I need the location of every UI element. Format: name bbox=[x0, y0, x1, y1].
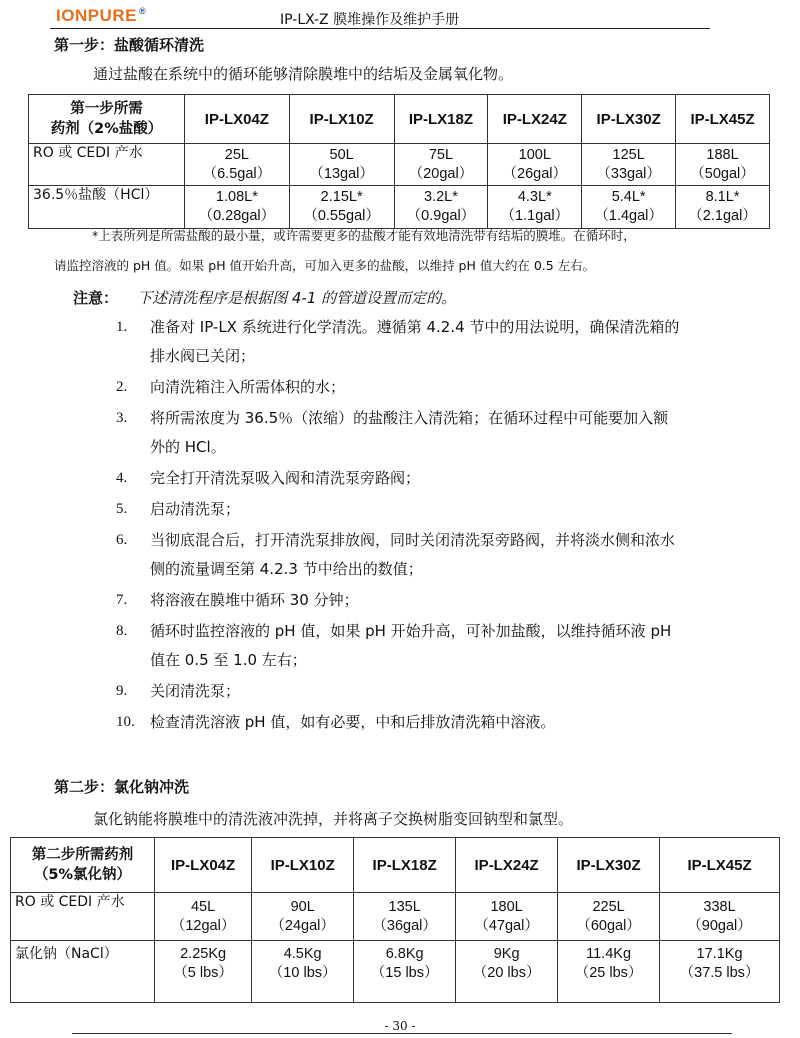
model-header: IP-LX10Z bbox=[252, 838, 354, 893]
row-label: RO 或 CEDI 产水 bbox=[11, 893, 155, 941]
model-header: IP-LX30Z bbox=[558, 838, 660, 893]
list-item bbox=[116, 708, 756, 737]
cell-value: 180L bbox=[490, 898, 523, 915]
cell-value: 100L bbox=[518, 146, 551, 163]
step-text: 值在 0.5 至 1.0 左右； bbox=[150, 651, 307, 669]
model-header: IP-LX45Z bbox=[660, 838, 780, 893]
table-corner-header bbox=[29, 95, 185, 144]
model-header: IP-LX45Z bbox=[676, 95, 770, 144]
cell-unit: （15 lbs） bbox=[370, 965, 439, 981]
footer-divider bbox=[72, 1033, 732, 1034]
model-header: IP-LX04Z bbox=[155, 838, 252, 893]
header-divider bbox=[50, 28, 710, 29]
list-item bbox=[116, 617, 756, 675]
model-header: IP-LX30Z bbox=[582, 95, 676, 144]
table-cell bbox=[660, 941, 780, 1003]
step-number: 9. bbox=[116, 683, 128, 699]
cell-unit: （60gal） bbox=[576, 917, 641, 934]
step-text: 启动清洗泵； bbox=[150, 500, 241, 518]
footnote-line: 请监控溶液的 pH 值。如果 pH 值开始升高，可加入更多的盐酸，以维持 pH 值大约在 0.5 左右。 bbox=[54, 258, 596, 273]
list-item bbox=[116, 404, 756, 462]
cell-value: 17.1Kg bbox=[696, 946, 743, 962]
step-text: 排水阀已关闭； bbox=[150, 347, 256, 365]
corner-line: 第一步所需 bbox=[70, 101, 143, 117]
cell-unit: （0.28gal） bbox=[198, 208, 276, 224]
list-item bbox=[116, 495, 756, 524]
step2-title: 第二步：氯化钠冲洗 bbox=[54, 778, 190, 796]
registered-mark: ® bbox=[138, 6, 147, 17]
attention-note bbox=[73, 287, 456, 308]
step1-title: 第一步：盐酸循环清洗 bbox=[54, 36, 205, 54]
cell-value: 4.3L* bbox=[517, 189, 552, 205]
table-cell bbox=[676, 144, 770, 186]
cell-unit: （36gal） bbox=[372, 917, 437, 934]
model-header: IP-LX18Z bbox=[394, 95, 488, 144]
table-row bbox=[11, 893, 780, 941]
cell-unit: （0.55gal） bbox=[303, 208, 380, 224]
table-cell bbox=[354, 893, 456, 941]
row-label: RO 或 CEDI 产水 bbox=[29, 144, 185, 186]
brand-name: IONPURE bbox=[56, 6, 137, 25]
cell-value: 45L bbox=[190, 898, 216, 915]
corner-line: （5%氯化钠） bbox=[33, 867, 132, 883]
step1-intro: 通过盐酸在系统中的循环能够清除膜堆中的结垢及金属氧化物。 bbox=[93, 65, 514, 83]
step-text: 关闭清洗泵； bbox=[150, 682, 241, 700]
ionpure-logo bbox=[56, 6, 146, 26]
procedure-list bbox=[116, 313, 756, 739]
cell-unit: （2.1gal） bbox=[688, 208, 757, 224]
table-header-row bbox=[11, 838, 780, 893]
table-cell bbox=[354, 941, 456, 1003]
cell-value: 2.15L* bbox=[320, 189, 363, 205]
list-item bbox=[116, 373, 756, 402]
step-text: 向清洗箱注入所需体积的水； bbox=[150, 378, 346, 396]
table-cell bbox=[558, 893, 660, 941]
step-text: 将所需浓度为 36.5％（浓缩）的盐酸注入清洗箱；在循环过程中可能要加入额 bbox=[150, 409, 669, 427]
table-header-row bbox=[29, 95, 770, 144]
table-cell bbox=[252, 941, 354, 1003]
table-cell bbox=[456, 893, 558, 941]
cell-unit: （0.9gal） bbox=[406, 208, 476, 224]
table-row bbox=[29, 186, 770, 229]
cell-unit: （20gal） bbox=[408, 165, 474, 182]
step-number: 4. bbox=[116, 470, 128, 486]
cell-value: 1.08L* bbox=[215, 189, 258, 205]
step-text: 准备对 IP-LX 系统进行化学清洗。遵循第 4.2.4 节中的用法说明，确保清洗箱的 bbox=[150, 318, 680, 336]
step1-table bbox=[28, 94, 770, 229]
cell-value: 11.4Kg bbox=[586, 946, 632, 962]
cell-unit: （26gal） bbox=[502, 165, 568, 182]
step-text: 检查清洗溶液 pH 值，如有必要，中和后排放清洗箱中溶液。 bbox=[150, 713, 556, 731]
cell-value: 188L bbox=[706, 146, 739, 163]
step-number: 7. bbox=[116, 592, 128, 608]
cell-value: 90L bbox=[290, 898, 315, 915]
step-number: 3. bbox=[116, 410, 128, 426]
model-header: IP-LX10Z bbox=[289, 95, 394, 144]
cell-unit: （47gal） bbox=[474, 917, 539, 934]
cell-unit: （20 lbs） bbox=[472, 965, 541, 981]
table-row bbox=[29, 144, 770, 186]
cell-unit: （37.5 lbs） bbox=[679, 965, 760, 981]
cell-value: 6.8Kg bbox=[385, 946, 424, 962]
list-item bbox=[116, 464, 756, 493]
table-cell bbox=[289, 186, 394, 229]
list-item bbox=[116, 526, 756, 584]
corner-line: 药剂（2%盐酸） bbox=[50, 121, 163, 137]
model-header: IP-LX04Z bbox=[185, 95, 290, 144]
cell-unit: （1.4gal） bbox=[594, 208, 663, 224]
table-corner-header bbox=[11, 838, 155, 893]
list-item bbox=[116, 586, 756, 615]
model-header: IP-LX24Z bbox=[488, 95, 582, 144]
step-number: 2. bbox=[116, 379, 128, 395]
step-text: 侧的流量调至第 4.2.3 节中给出的数值； bbox=[150, 560, 423, 578]
cell-value: 125L bbox=[612, 146, 645, 163]
table-cell bbox=[252, 893, 354, 941]
step2-intro: 氯化钠能将膜堆中的清洗液冲洗掉，并将离子交换树脂变回钠型和氯型。 bbox=[93, 810, 574, 828]
table-cell bbox=[676, 186, 770, 229]
cell-value: 2.25Kg bbox=[180, 946, 227, 962]
table-row bbox=[11, 941, 780, 1003]
cell-unit: （13gal） bbox=[309, 165, 374, 182]
cell-value: 75L bbox=[428, 146, 454, 163]
step-text: 当彻底混合后，打开清洗泵排放阀，同时关闭清洗泵旁路阀，并将淡水侧和浓水 bbox=[150, 531, 676, 549]
table-cell bbox=[582, 186, 676, 229]
step-text: 将溶液在膜堆中循环 30 分钟； bbox=[150, 591, 359, 609]
table-cell bbox=[185, 144, 290, 186]
table-cell bbox=[289, 144, 394, 186]
row-label: 36.5％盐酸（HCl） bbox=[29, 186, 185, 229]
attention-text: 下述清洗程序是根据图 4-1 的管道设置而定的。 bbox=[137, 289, 457, 307]
cell-value: 4.5Kg bbox=[283, 946, 322, 962]
step-number: 10. bbox=[116, 714, 135, 730]
cell-value: 25L bbox=[224, 146, 249, 163]
table-cell bbox=[660, 893, 780, 941]
cell-unit: （10 lbs） bbox=[268, 965, 337, 981]
cell-unit: （12gal） bbox=[170, 917, 236, 934]
attention-label: 注意： bbox=[73, 289, 119, 307]
cell-unit: （50gal） bbox=[690, 165, 755, 182]
list-item bbox=[116, 313, 756, 371]
model-header: IP-LX24Z bbox=[456, 838, 558, 893]
page-number: - 30 - bbox=[384, 1019, 416, 1033]
cell-unit: （25 lbs） bbox=[574, 965, 643, 981]
cell-unit: （33gal） bbox=[596, 165, 661, 182]
cell-unit: （6.5gal） bbox=[202, 165, 272, 182]
table-cell bbox=[394, 144, 488, 186]
table-cell bbox=[155, 893, 252, 941]
cell-value: 50L bbox=[329, 146, 354, 163]
step-number: 5. bbox=[116, 501, 128, 517]
cell-value: 9Kg bbox=[493, 946, 520, 962]
document-title: IP-LX-Z 膜堆操作及维护手册 bbox=[280, 12, 460, 28]
table-cell bbox=[488, 144, 582, 186]
step-number: 6. bbox=[116, 532, 128, 548]
step-text: 完全打开清洗泵吸入阀和清洗泵旁路阀； bbox=[150, 469, 421, 487]
table-cell bbox=[582, 144, 676, 186]
model-header: IP-LX18Z bbox=[354, 838, 456, 893]
cell-value: 135L bbox=[388, 898, 421, 915]
footnote-line: *上表所列是所需盐酸的最小量，或许需要更多的盐酸才能有效地清洗带有结垢的膜堆。在循环时， bbox=[92, 228, 636, 243]
cell-value: 5.4L* bbox=[611, 189, 646, 205]
cell-unit: （5 lbs） bbox=[173, 965, 233, 981]
row-label: 氯化钠（NaCl） bbox=[11, 941, 155, 1003]
step-number: 8. bbox=[116, 623, 128, 639]
step-text: 循环时监控溶液的 pH 值，如果 pH 开始升高，可补加盐酸，以维持循环液 pH bbox=[150, 622, 672, 640]
table-cell bbox=[456, 941, 558, 1003]
cell-unit: （1.1gal） bbox=[500, 208, 570, 224]
cell-value: 8.1L* bbox=[705, 189, 740, 205]
step-number: 1. bbox=[116, 319, 128, 335]
corner-line: 第二步所需药剂 bbox=[31, 847, 134, 863]
step2-table bbox=[10, 837, 780, 1003]
cell-unit: （24gal） bbox=[270, 917, 335, 934]
step-text: 外的 HCl。 bbox=[150, 438, 226, 456]
table-cell bbox=[394, 186, 488, 229]
list-item bbox=[116, 677, 756, 706]
table-cell bbox=[155, 941, 252, 1003]
cell-value: 225L bbox=[592, 898, 625, 915]
cell-value: 338L bbox=[703, 898, 736, 915]
table-cell bbox=[185, 186, 290, 229]
table-cell bbox=[558, 941, 660, 1003]
cell-unit: （90gal） bbox=[687, 917, 752, 934]
table-cell bbox=[488, 186, 582, 229]
cell-value: 3.2L* bbox=[423, 189, 458, 205]
